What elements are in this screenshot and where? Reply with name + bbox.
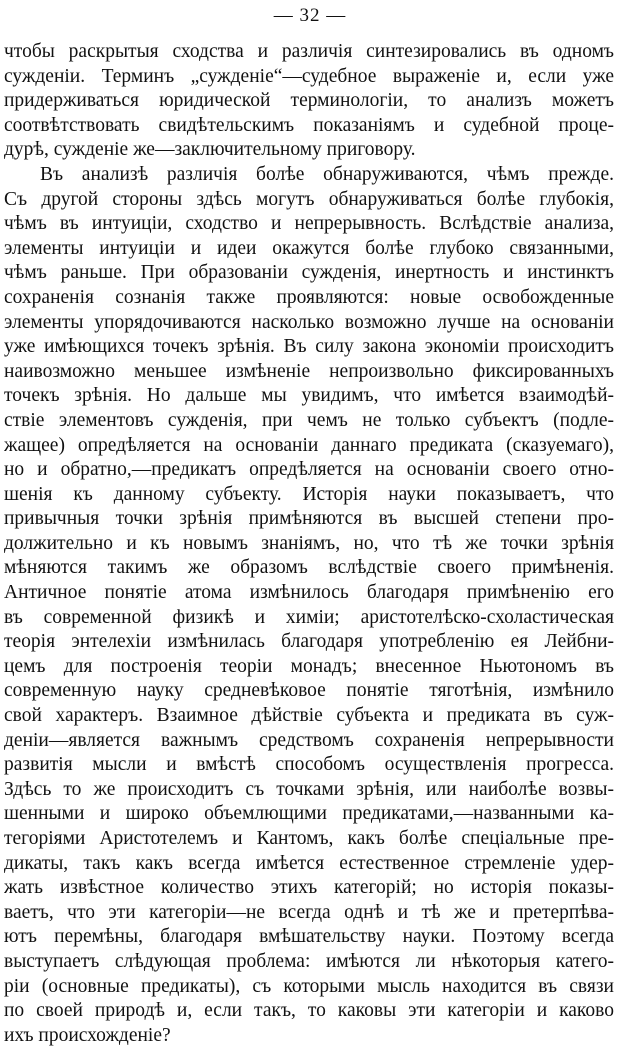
text-line: свой характеръ. Взаимное дѣйствіе субъекта и предиката въ суж- [4,705,614,727]
text-line: привычныя точки зрѣнія примѣняются въ высшей степени про- [4,508,614,530]
text-line: ваетъ, что эти категоріи—не всегда однѣ и тѣ же и претерпѣва- [4,901,614,923]
text-line: дикаты, такъ какъ всегда имѣется естественное стремленіе удер- [4,852,614,874]
text-line: ютъ перемѣны, благодаря вмѣшательству науки. Поэтому всегда [4,926,614,948]
body-text [4,40,614,1048]
text-line: наивозможно меньшее измѣненіе непроизвольно фиксированныхъ [4,360,614,382]
text-line: Здѣсь то же происходитъ съ точками зрѣнія, или наиболѣе возвы- [4,778,614,800]
page-number: — 32 — [273,5,347,26]
text-line: Съ другой стороны здѣсь могутъ обнаруживаться болѣе глубокія, [4,188,614,210]
text-line: теорія энтелехіи измѣнилась благодаря употребленію ея Лейбни- [4,631,614,653]
text-line: соотвѣтствовать свидѣтельскимъ показаніямъ и судебной проце- [4,114,614,136]
text-line: Античное понятіе атома измѣнилось благодаря примѣненію его [4,582,614,604]
text-line: но и обратно,—предикатъ опредѣляется на основаніи своего отно- [4,459,614,481]
text-line: сужденіи. Терминъ „сужденіе“—судебное выраженіе и, если уже [4,65,614,87]
text-line: точекъ зрѣнія. Но дальше мы увидимъ, что имѣется взаимодѣй- [4,385,614,407]
text-line: развитія мысли и вмѣстѣ способомъ осуществленія прогресса. [4,754,614,776]
text-line: придерживаться юридической терминологіи, то анализъ можетъ [4,90,614,112]
text-line: ихъ происхожденіе? [4,1024,171,1046]
text-line: сохраненія сознанія также проявляются: новые освобожденные [4,286,614,308]
text-line: современную науку средневѣковое понятіе тяготѣнія, измѣнило [4,680,614,702]
text-line: жать извѣстное количество этихъ категорій; но исторія показы- [4,877,614,899]
text-line: тегоріями Аристотелемъ и Кантомъ, какъ болѣе спеціальные пре- [4,828,614,849]
text-line: жащее) опредѣляется на основаніи даннаго предиката (сказуемаго), [4,434,614,456]
text-line: дурѣ, сужденіе же—заключительному приговору. [4,139,416,161]
text-line: должительно и къ новымъ знаніямъ, но, что тѣ же точки зрѣнія [4,532,614,554]
text-line: чтобы раскрытыя сходства и различія синтезировались въ одномъ [4,41,614,62]
paragraph-first-line: Въ анализѣ различія болѣе обнаруживаются, чѣмъ прежде. [40,163,614,185]
text-line: деніи—является важнымъ средствомъ сохраненія непрерывности [4,729,614,751]
text-line: по своей природѣ и, если такъ, то каковы эти категоріи и каково [4,1000,614,1022]
text-line: цемъ для построенія теоріи монадъ; внесенное Ньютономъ въ [4,655,614,677]
text-line: элементы интуиціи и идеи окажутся болѣе глубоко связанными, [4,237,614,259]
text-line: выступаетъ слѣдующая проблема: имѣются ли нѣкоторыя катего- [4,950,614,972]
text-line: уже имѣющихся точекъ зрѣнія. Въ силу закона экономіи происходитъ [4,336,614,358]
text-line: чѣмъ раньше. При образованіи сужденія, инертность и инстинктъ [4,262,614,284]
text-line: элементы упорядочиваются насколько возможно лучше на основаніи [4,311,614,333]
text-line: шенія къ данному субъекту. Исторія науки показываетъ, что [4,483,614,505]
text-line: ствіе элементовъ сужденія, при чемъ не только субъектъ (подле- [4,409,614,431]
text-line: ріи (основные предикаты), съ которыми мысль находится въ связи [4,975,614,997]
text-line: чѣмъ въ интуиціи, сходство и непрерывность. Вслѣдствіе анализа, [4,213,614,235]
text-line: въ современной физикѣ и химіи; аристотелѣско-схоластическая [4,606,614,628]
text-line: мѣняются такимъ же образомъ вслѣдствіе своего примѣненія. [4,557,614,579]
text-line: шенными и широко объемлющими предикатами,—названными ка- [4,803,614,825]
